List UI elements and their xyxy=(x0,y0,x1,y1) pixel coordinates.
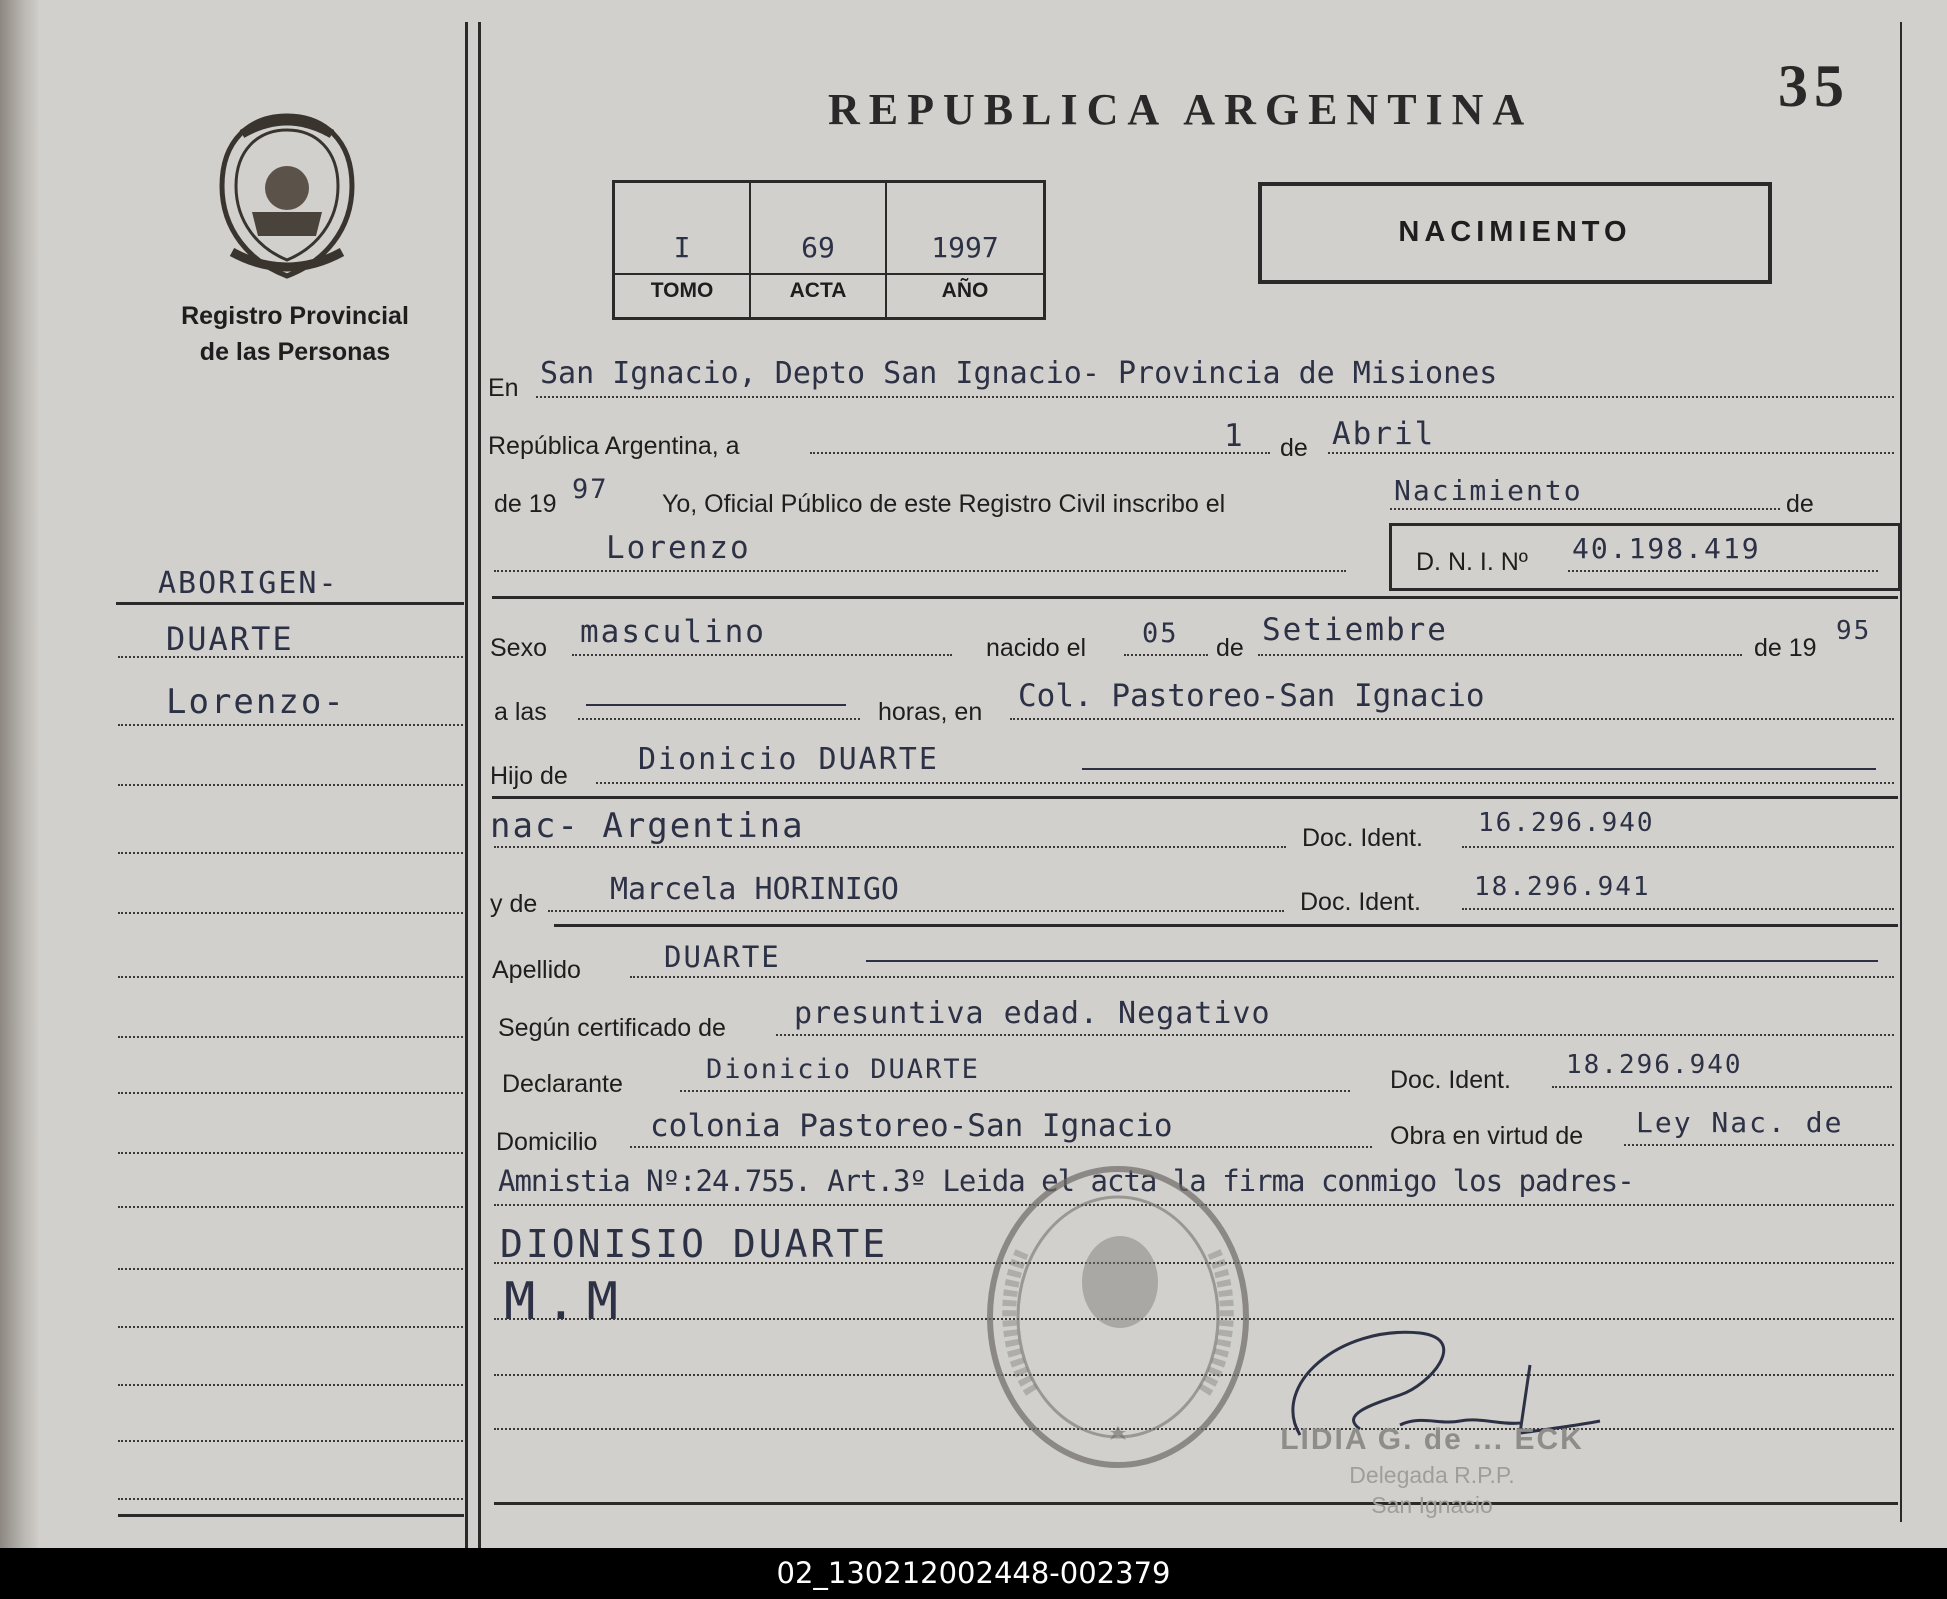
margin-rule-bottom xyxy=(118,1514,464,1517)
line-day xyxy=(810,452,1270,454)
margin-line xyxy=(118,912,463,914)
line-birth-day xyxy=(1124,654,1208,656)
margin-line xyxy=(118,852,463,854)
line-mother xyxy=(548,910,1284,912)
line-father-doc xyxy=(1462,846,1894,848)
margin-line xyxy=(118,784,463,786)
office-name-line1: Registro Provincial xyxy=(181,302,409,330)
line-domicilio xyxy=(630,1146,1372,1148)
birth-month: Setiembre xyxy=(1262,612,1448,648)
line-mother-doc xyxy=(1462,908,1894,910)
apellido-label: Apellido xyxy=(492,956,581,984)
tomo-cell xyxy=(615,183,751,317)
line-birth-place xyxy=(1010,718,1894,720)
line-hours xyxy=(586,704,846,706)
dni-box xyxy=(1389,523,1901,591)
officer-role-stamp: Delegada R.P.P. xyxy=(1349,1462,1515,1488)
act-value: Nacimiento xyxy=(1394,474,1583,507)
line-child-name xyxy=(494,570,1346,572)
republica-label: República Argentina, a xyxy=(488,432,740,460)
margin-line xyxy=(118,1440,463,1442)
day-value: 1 xyxy=(1224,418,1245,454)
margin-line xyxy=(118,1036,463,1038)
line-sexo xyxy=(572,654,952,656)
section-rule-3 xyxy=(554,924,1898,927)
record-type-box xyxy=(1258,182,1772,284)
section-rule-bottom xyxy=(494,1502,1898,1505)
month-value: Abril xyxy=(1332,416,1436,452)
de19-label: de 19 xyxy=(1754,634,1817,662)
margin-given-name: Lorenzo- xyxy=(166,682,346,722)
dni-label: D. N. I. Nº xyxy=(1416,548,1528,576)
officer-name-stamp: LIDIA G. de ... ECK xyxy=(1280,1423,1584,1456)
declarante-value: Dionicio DUARTE xyxy=(706,1054,980,1085)
yde-label: y de xyxy=(490,890,538,918)
domicilio-value: colonia Pastoreo-San Ignacio xyxy=(650,1108,1173,1144)
obra-label: Obra en virtud de xyxy=(1390,1122,1584,1150)
margin-classification: ABORIGEN- xyxy=(158,566,339,601)
birth-place: Col. Pastoreo-San Ignacio xyxy=(1018,678,1485,714)
tomo-value: I xyxy=(673,231,691,264)
sexo-label: Sexo xyxy=(490,634,547,662)
acta-value: 69 xyxy=(801,231,835,264)
margin-line xyxy=(118,1268,463,1270)
mother-signature: M.M xyxy=(504,1272,628,1332)
margin-line xyxy=(118,1206,463,1208)
birth-year: 95 xyxy=(1836,616,1872,646)
year-prefix: de 19 xyxy=(494,490,557,518)
binding-spine xyxy=(0,0,38,1548)
horas-label: horas, en xyxy=(878,698,983,726)
sexo-value: masculino xyxy=(580,614,766,650)
line-father-ink xyxy=(1082,768,1876,770)
en-label: En xyxy=(488,374,519,402)
line-place xyxy=(536,396,1894,398)
year-suffix: 97 xyxy=(572,474,609,505)
line-declarante xyxy=(680,1090,1350,1092)
de-label: de xyxy=(1280,434,1308,462)
line-birth-month xyxy=(1258,654,1742,656)
line-act xyxy=(1390,508,1780,510)
mother-doc: 18.296.941 xyxy=(1474,872,1651,902)
margin-line xyxy=(118,976,463,978)
margin-line xyxy=(118,1152,463,1154)
father-nationality: nac- Argentina xyxy=(490,806,805,846)
apellido-value: DUARTE xyxy=(664,940,781,974)
line-month xyxy=(1328,452,1894,454)
section-rule-1 xyxy=(492,596,1898,599)
segun-label: Según certificado de xyxy=(498,1014,726,1042)
record-type-label: NACIMIENTO xyxy=(1398,216,1632,248)
margin-line xyxy=(118,724,463,726)
line-dni xyxy=(1568,570,1878,572)
ano-label: AÑO xyxy=(941,279,989,302)
left-column-rule xyxy=(465,22,468,1548)
dni-value: 40.198.419 xyxy=(1572,532,1761,565)
mother-name: Marcela HORINIGO xyxy=(610,872,899,907)
de-month-label: de xyxy=(1216,634,1244,662)
nacido-label: nacido el xyxy=(986,634,1087,662)
ano-cell xyxy=(887,183,1043,317)
margin-line xyxy=(118,656,463,658)
mother-doc-label: Doc. Ident. xyxy=(1300,888,1421,916)
place-value: San Ignacio, Depto San Ignacio- Provincia de Misiones xyxy=(540,356,1498,391)
line-father-nat xyxy=(494,846,1286,848)
line-apellido xyxy=(630,976,1894,978)
father-name: Dionicio DUARTE xyxy=(638,742,939,777)
hijode-label: Hijo de xyxy=(490,762,568,790)
registry-reference-table xyxy=(612,180,1046,320)
margin-line xyxy=(118,1384,463,1386)
obra-value: Ley Nac. de xyxy=(1636,1106,1844,1139)
misiones-emblem xyxy=(212,112,362,280)
de2-label: de xyxy=(1786,490,1814,518)
page-number: 35 xyxy=(1778,53,1850,119)
acta-label: ACTA xyxy=(789,279,847,302)
official-seal-stamp xyxy=(982,1162,1254,1472)
margin-line xyxy=(118,1498,463,1500)
alas-label: a las xyxy=(494,698,547,726)
margin-line xyxy=(118,1326,463,1328)
margin-rule-top xyxy=(116,602,464,605)
father-doc: 16.296.940 xyxy=(1478,808,1655,838)
right-edge-rule xyxy=(1900,22,1902,1522)
margin-surname: DUARTE xyxy=(166,620,294,658)
tomo-label: TOMO xyxy=(650,279,714,302)
office-name-line2: de las Personas xyxy=(199,338,391,366)
line-declarante-doc xyxy=(1552,1086,1892,1088)
declarante-doc-label: Doc. Ident. xyxy=(1390,1066,1511,1094)
line-obra xyxy=(1624,1144,1894,1146)
birth-day: 05 xyxy=(1142,618,1179,649)
father-signature: DIONISIO DUARTE xyxy=(500,1222,889,1266)
oficial-label: Yo, Oficial Público de este Registro Civil inscribo el xyxy=(662,490,1226,518)
line-father xyxy=(596,782,1894,784)
declarante-doc: 18.296.940 xyxy=(1566,1050,1743,1080)
domicilio-label: Domicilio xyxy=(496,1128,598,1156)
center-column-rule xyxy=(478,22,481,1548)
line-hours-dots xyxy=(578,718,860,720)
margin-line xyxy=(118,1092,463,1094)
note-line: Amnistia Nº:24.755. Art.3º Leida el acta la firma conmigo los padres- xyxy=(498,1164,1634,1198)
page-title: REPUBLICA ARGENTINA xyxy=(828,85,1534,134)
line-certificado xyxy=(776,1034,1894,1036)
child-name: Lorenzo xyxy=(606,530,751,566)
acta-cell xyxy=(751,183,887,317)
declarante-label: Declarante xyxy=(502,1070,623,1098)
section-rule-2 xyxy=(492,796,1898,799)
registry-office-name xyxy=(150,298,440,370)
scan-file-id: 02_130212002448-002379 xyxy=(0,1548,1947,1599)
certificado-value: presuntiva edad. Negativo xyxy=(794,996,1271,1031)
officer-place-stamp: San Ignacio xyxy=(1371,1492,1493,1518)
father-doc-label: Doc. Ident. xyxy=(1302,824,1423,852)
ano-value: 1997 xyxy=(931,231,999,264)
line-apellido-ink xyxy=(866,960,1878,962)
